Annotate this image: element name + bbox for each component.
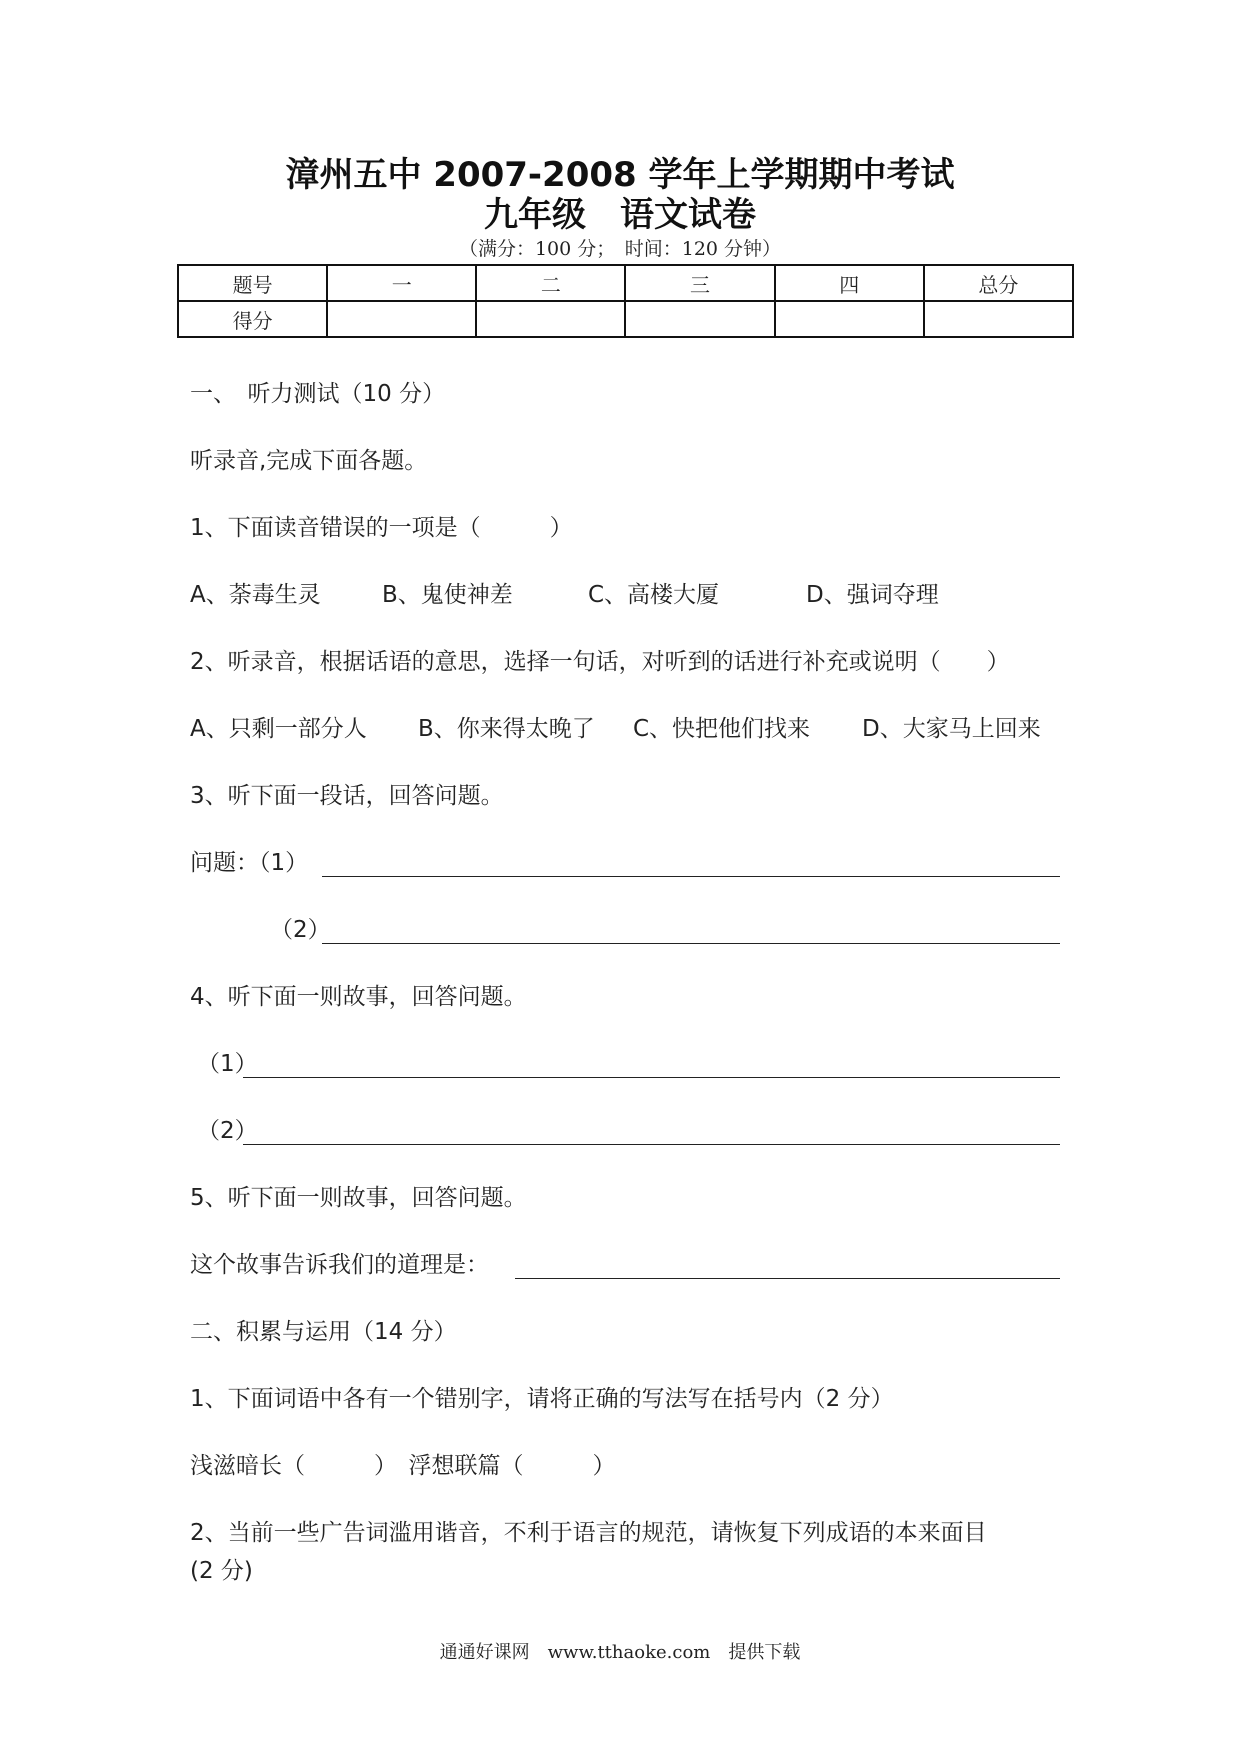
score-cell-header: 二 [476, 265, 625, 301]
section1-intro: 听录音,完成下面各题。 [190, 448, 428, 474]
q1-options [190, 580, 1090, 610]
q4-answer-line-1[interactable] [243, 1077, 1060, 1078]
q5-prompt: 这个故事告诉我们的道理是： [190, 1252, 489, 1278]
exam-title: 漳州五中 2007-2008 学年上学期期中考试 [285, 155, 955, 195]
score-cell-empty[interactable] [625, 301, 774, 337]
q4-stem: 4、听下面一则故事，回答问题。 [190, 984, 527, 1010]
q1-option-d[interactable]: D、强词夺理 [806, 582, 939, 608]
q1-option-c[interactable]: C、高楼大厦 [588, 582, 720, 608]
score-table-header-row [178, 265, 1073, 301]
q3-stem: 3、听下面一段话，回答问题。 [190, 783, 504, 809]
q5-answer-line[interactable] [515, 1278, 1060, 1279]
section1-heading: 一、 听力测试（10 分） [190, 381, 446, 407]
score-cell-header: 四 [775, 265, 924, 301]
q1-option-a[interactable]: A、荼毒生灵 [190, 582, 321, 608]
score-cell-empty[interactable] [327, 301, 476, 337]
score-cell-empty[interactable] [924, 301, 1073, 337]
score-cell-empty[interactable] [775, 301, 924, 337]
q3-answer-line-1[interactable] [322, 876, 1060, 877]
q2-options [190, 714, 1090, 744]
q3-label-2: （2） [270, 917, 331, 943]
score-cell-empty[interactable] [476, 301, 625, 337]
score-cell-header: 题号 [178, 265, 327, 301]
q3-answer-line-2[interactable] [322, 943, 1060, 944]
q4-answer-line-2[interactable] [243, 1144, 1060, 1145]
q2-option-b[interactable]: B、你来得太晚了 [418, 716, 595, 742]
s2-q2-stem-line2: (2 分) [190, 1558, 253, 1584]
q2-option-d[interactable]: D、大家马上回来 [862, 716, 1041, 742]
s2-q1-stem: 1、下面词语中各有一个错别字，请将正确的写法写在括号内（2 分） [190, 1386, 894, 1412]
q3-label-1: 问题：（1） [190, 850, 309, 876]
score-table [177, 264, 1074, 338]
page-footer: 通通好课网 www.tthaoke.com 提供下载 [439, 1642, 801, 1663]
score-cell-header: 三 [625, 265, 774, 301]
q5-stem: 5、听下面一则故事，回答问题。 [190, 1185, 527, 1211]
score-cell-header: 一 [327, 265, 476, 301]
score-table-score-row [178, 301, 1073, 337]
q4-label-1: （1） [197, 1051, 258, 1077]
q1-stem: 1、下面读音错误的一项是（ ） [190, 515, 573, 541]
s2-q1-items: 浅滋暗长（ ） 浮想联篇（ ） [190, 1453, 616, 1479]
q1-option-b[interactable]: B、鬼使神差 [382, 582, 513, 608]
exam-info: （满分：100 分； 时间：120 分钟） [458, 238, 782, 260]
q2-stem: 2、听录音，根据话语的意思，选择一句话，对听到的话进行补充或说明（ ） [190, 649, 1010, 675]
q4-label-2: （2） [197, 1118, 258, 1144]
s2-q2-stem-line1: 2、当前一些广告词滥用谐音，不利于语言的规范，请恢复下列成语的本来面目 [190, 1520, 987, 1546]
score-row-label: 得分 [178, 301, 327, 337]
section2-heading: 二、积累与运用（14 分） [190, 1319, 457, 1345]
exam-subtitle-grade: 九年级 语文试卷 [484, 195, 756, 235]
q2-option-a[interactable]: A、只剩一部分人 [190, 716, 367, 742]
q2-option-c[interactable]: C、快把他们找来 [633, 716, 811, 742]
score-cell-header: 总分 [924, 265, 1073, 301]
